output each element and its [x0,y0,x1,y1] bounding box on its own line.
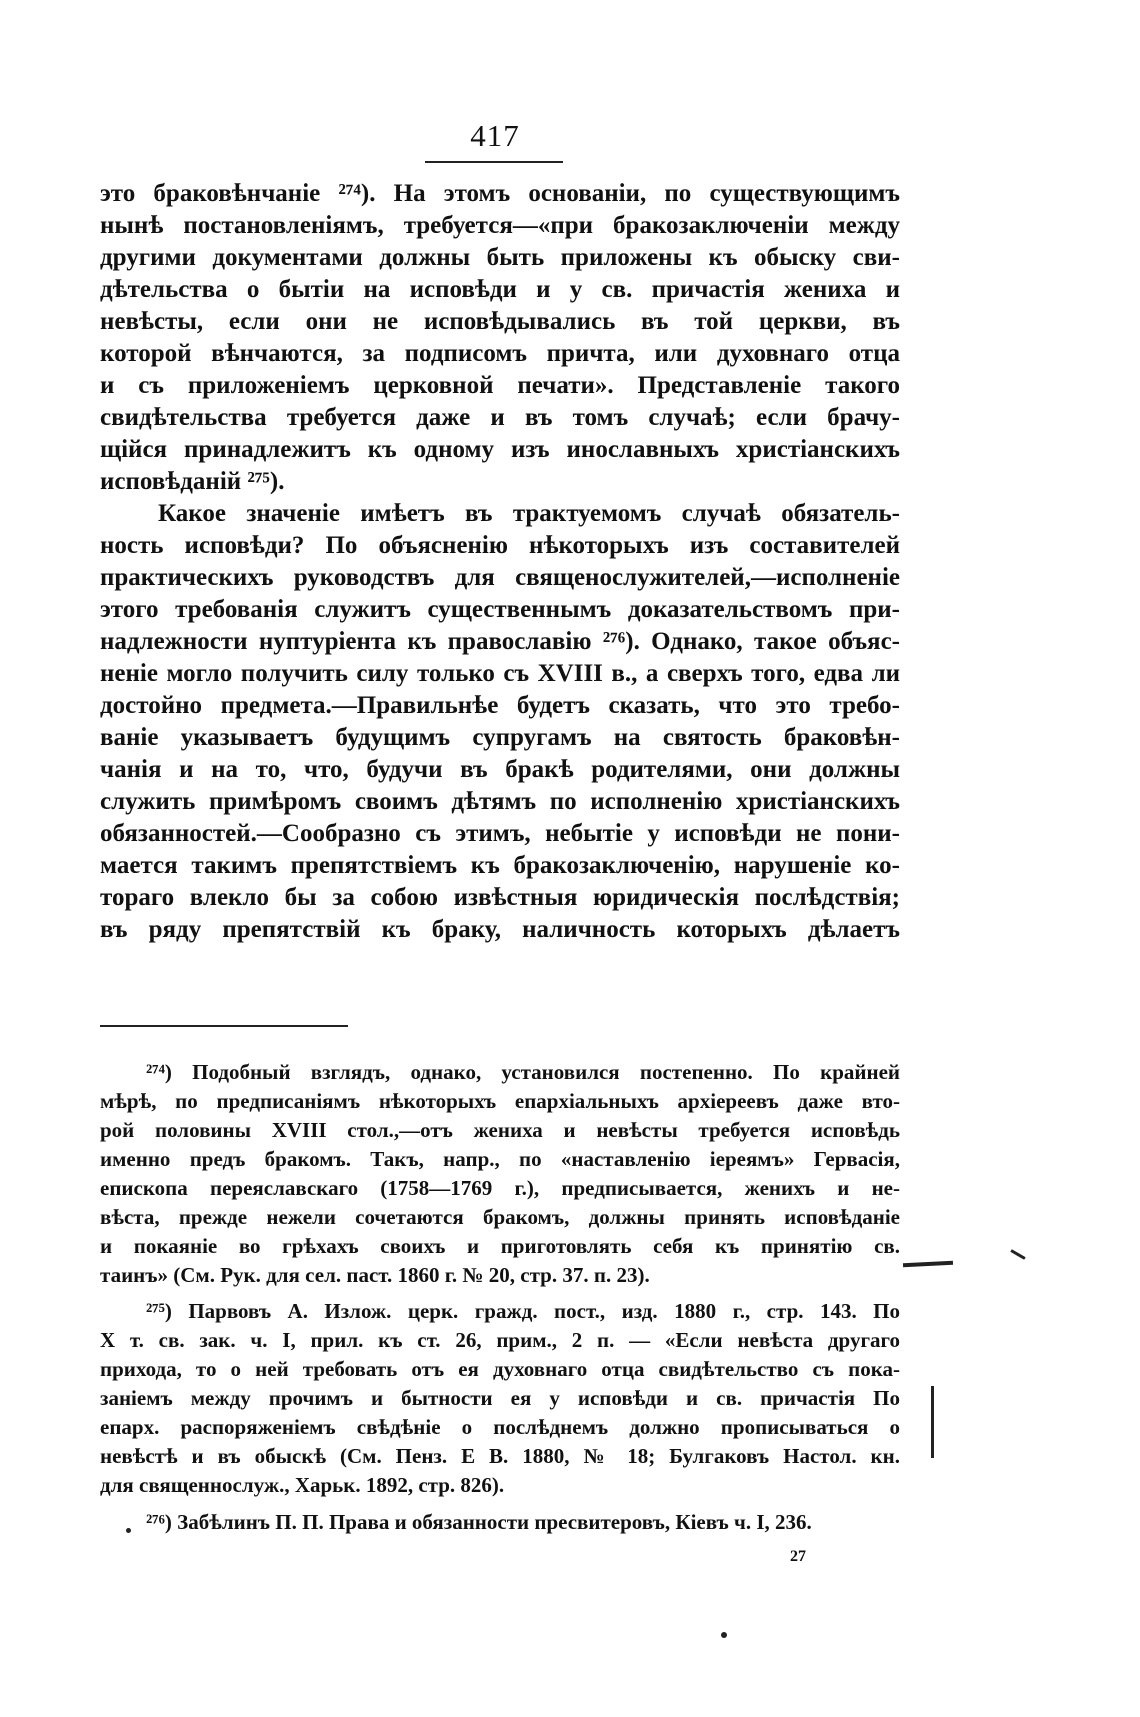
main-text-line: этого требованія служитъ существеннымъ доказательствомъ при- [100,596,900,623]
paragraph-first-line: Какое значеніе имѣетъ въ трактуемомъ случаѣ обязатель- [158,500,900,527]
page-number-rule [425,161,563,163]
footnote-275-line: заніемъ между прочимъ и бытности ея у исповѣди и св. причастія По [100,1386,900,1410]
main-text-line: ваніе указываетъ будущимъ супругамъ на святость браковѣн- [100,724,900,751]
main-text-line: тораго влекло бы за собою извѣстныя юридическія послѣдствія; [100,884,900,911]
footnote-divider [100,1025,348,1027]
footnote-275-line: прихода, то о ней требовать отъ ея духовнаго отца свидѣтельство съ пока- [100,1357,900,1381]
footnote-274-line: вѣста, прежде нежели сочетаются бракомъ, должны принять исповѣданіе [100,1205,900,1229]
main-text-line: щійся принадлежитъ къ одному изъ инославныхъ христіанскихъ [100,436,900,463]
main-text-line: и съ приложеніемъ церковной печати». Представленіе такого [100,372,900,399]
footnote-274-line: таинъ» (См. Рук. для сел. паст. 1860 г. № 20, стр. 37. п. 23). [100,1263,650,1287]
main-text-line: мается такимъ препятствіемъ къ бракозаключенію, нарушеніе ко- [100,852,900,879]
main-text-line: невѣсты, если они не исповѣдывались въ той церкви, въ [100,308,900,335]
main-text-line: дѣтельства о бытіи на исповѣди и у св. причастія жениха и [100,276,900,303]
main-text-line: достойно предмета.—Правильнѣе будетъ сказать, что это требо- [100,692,900,719]
footnote-275-line: невѣстѣ и въ обыскѣ (См. Пенз. Е В. 1880, № 18; Булгаковъ Настол. кн. [100,1444,900,1468]
main-text-line: свидѣтельства требуется даже и въ томъ случаѣ; если брачу- [100,404,900,431]
main-text-line: надлежности нуптуріента къ православію ²⁷⁶). Однако, такое объяс- [100,628,900,655]
main-text-line: служить примѣромъ своимъ дѣтямъ по исполненію христіанскихъ [100,788,900,815]
footnote-274-line: мѣрѣ, по предписаніямъ нѣкоторыхъ епархіальныхъ архіереевъ даже вто- [100,1089,900,1113]
footnote-275-line: епарх. распоряженіемъ свѣдѣніе о послѣднемъ должно прописываться о [100,1415,900,1439]
main-text-line: чанія и на то, что, будучи въ бракѣ родителями, они должны [100,756,900,783]
main-text-line: въ ряду препятствій къ браку, наличность которыхъ дѣлаетъ [100,916,900,943]
ink-dot [721,1632,727,1638]
main-text-line: другими документами должны быть приложены къ обыску сви- [100,244,900,271]
footnote-274-line: именно предъ бракомъ. Такъ, напр., по «наставленію іереямъ» Гервасія, [100,1147,900,1171]
main-text-line: исповѣданій ²⁷⁵). [100,468,285,495]
main-text-line: практическихъ руководствъ для священослужителей,—исполненіе [100,564,900,591]
footnote-274-line: рой половины XVIII стол.,—отъ жениха и невѣсты требуется исповѣдь [100,1118,900,1142]
footnote-274-line: епископа переяславскаго (1758—1769 г.), предписывается, женихъ и не- [100,1176,900,1200]
page-number: 417 [470,118,520,153]
footnote-276-line: ²⁷⁶) Забѣлинъ П. П. Права и обязанности пресвитеровъ, Кіевъ ч. I, 236. [146,1510,812,1534]
footnote-275-line: Х т. св. зак. ч. I, прил. къ ст. 26, прим., 2 п. — «Если невѣста другаго [100,1328,900,1352]
main-text-line: неніе могло получить силу только съ XVIII в., а сверхъ того, едва ли [100,660,900,687]
main-text-line: которой вѣнчаются, за подписомъ причта, или духовнаго отца [100,340,900,367]
main-text-line: это браковѣнчаніе ²⁷⁴). На этомъ основаніи, по существующимъ [100,180,900,207]
margin-tick-mark [1010,1249,1025,1260]
main-text-line: нынѣ постановленіямъ, требуется—«при бракозаключеніи между [100,212,900,239]
margin-dash-mark [903,1261,953,1268]
margin-vertical-mark [931,1386,934,1458]
footnote-275-line: ²⁷⁵) Парвовъ А. Излож. церк. гражд. пост., изд. 1880 г., стр. 143. По [146,1299,900,1323]
footnote-274-line: и покаяніе во грѣхахъ своихъ и приготовлять себя къ принятію св. [100,1234,900,1258]
footnote-275-line: для священнослуж., Харьк. 1892, стр. 826). [100,1473,505,1497]
ink-dot [126,1528,131,1533]
main-text-line: ность исповѣди? По объясненію нѣкоторыхъ изъ составителей [100,532,900,559]
main-text-line: обязанностей.—Сообразно съ этимъ, небытіе у исповѣди не пони- [100,820,900,847]
signature-mark: 27 [790,1548,806,1565]
footnote-274-line: ²⁷⁴) Подобный взглядъ, однако, установился постепенно. По крайней [146,1060,900,1084]
